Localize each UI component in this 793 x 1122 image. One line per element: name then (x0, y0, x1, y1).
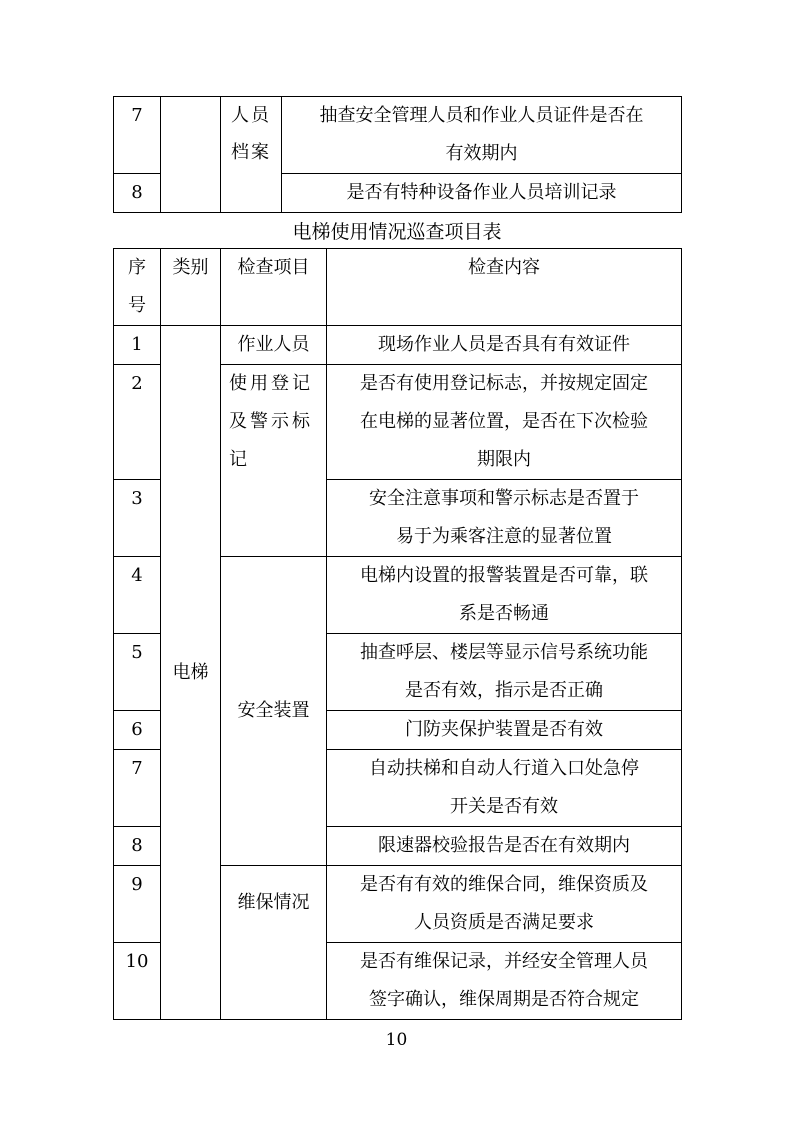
check-content: 是否有使用登记标志，并按规定固定 在电梯的显著位置，是否在下次检验 期限内 (327, 365, 682, 480)
check-item-safety-devices: 安全装置 (221, 557, 327, 866)
header-category: 类别 (161, 249, 221, 326)
row-number: 7 (114, 97, 161, 174)
row-number: 10 (114, 943, 161, 1020)
header-check-content: 检查内容 (327, 249, 682, 326)
content-line: 有效期内 (445, 143, 518, 164)
row-number: 1 (114, 326, 161, 365)
row-number: 9 (114, 866, 161, 943)
row-number: 3 (114, 480, 161, 557)
check-content: 自动扶梯和自动人行道入口处急停 开关是否有效 (327, 750, 682, 827)
row-number: 5 (114, 634, 161, 711)
check-content: 抽查呼层、楼层等显示信号系统功能 是否有效，指示是否正确 (327, 634, 682, 711)
check-item-maintenance: 维保情况 (221, 866, 327, 1020)
check-item-label: 人员档案 (231, 105, 271, 163)
check-content: 安全注意事项和警示标志是否置于 易于为乘客注意的显著位置 (327, 480, 682, 557)
check-content (282, 97, 682, 174)
check-content: 是否有维保记录，并经安全管理人员 签字确认，维保周期是否符合规定 (327, 943, 682, 1020)
check-content: 限速器校验报告是否在有效期内 (327, 827, 682, 866)
check-content: 现场作业人员是否具有有效证件 (327, 326, 682, 365)
check-item-registration: 使用登记 及警示标 记 (221, 365, 327, 557)
header-check-item: 检查项目 (221, 249, 327, 326)
check-content: 是否有有效的维保合同，维保资质及 人员资质是否满足要求 (327, 866, 682, 943)
header-number: 序 号 (114, 249, 161, 326)
table-title: 电梯使用情况巡查项目表 (292, 221, 502, 243)
row-number: 2 (114, 365, 161, 480)
row-number: 8 (114, 827, 161, 866)
check-content (282, 174, 682, 213)
page-number: 10 (385, 1030, 408, 1050)
check-item-cell (221, 97, 282, 213)
row-number: 7 (114, 750, 161, 827)
row-number: 8 (114, 174, 161, 213)
personnel-records-table (113, 96, 682, 213)
check-content: 电梯内设置的报警装置是否可靠，联 系是否畅通 (327, 557, 682, 634)
category-cell (161, 97, 221, 213)
check-item-staff: 作业人员 (221, 326, 327, 365)
elevator-inspection-table (113, 248, 682, 1020)
row-number: 6 (114, 711, 161, 750)
content-line: 是否有特种设备作业人员培训记录 (346, 182, 617, 203)
row-number: 4 (114, 557, 161, 634)
content-line: 抽查安全管理人员和作业人员证件是否在 (319, 105, 644, 126)
check-content: 门防夹保护装置是否有效 (327, 711, 682, 750)
category-elevator: 电梯 (161, 326, 221, 1020)
